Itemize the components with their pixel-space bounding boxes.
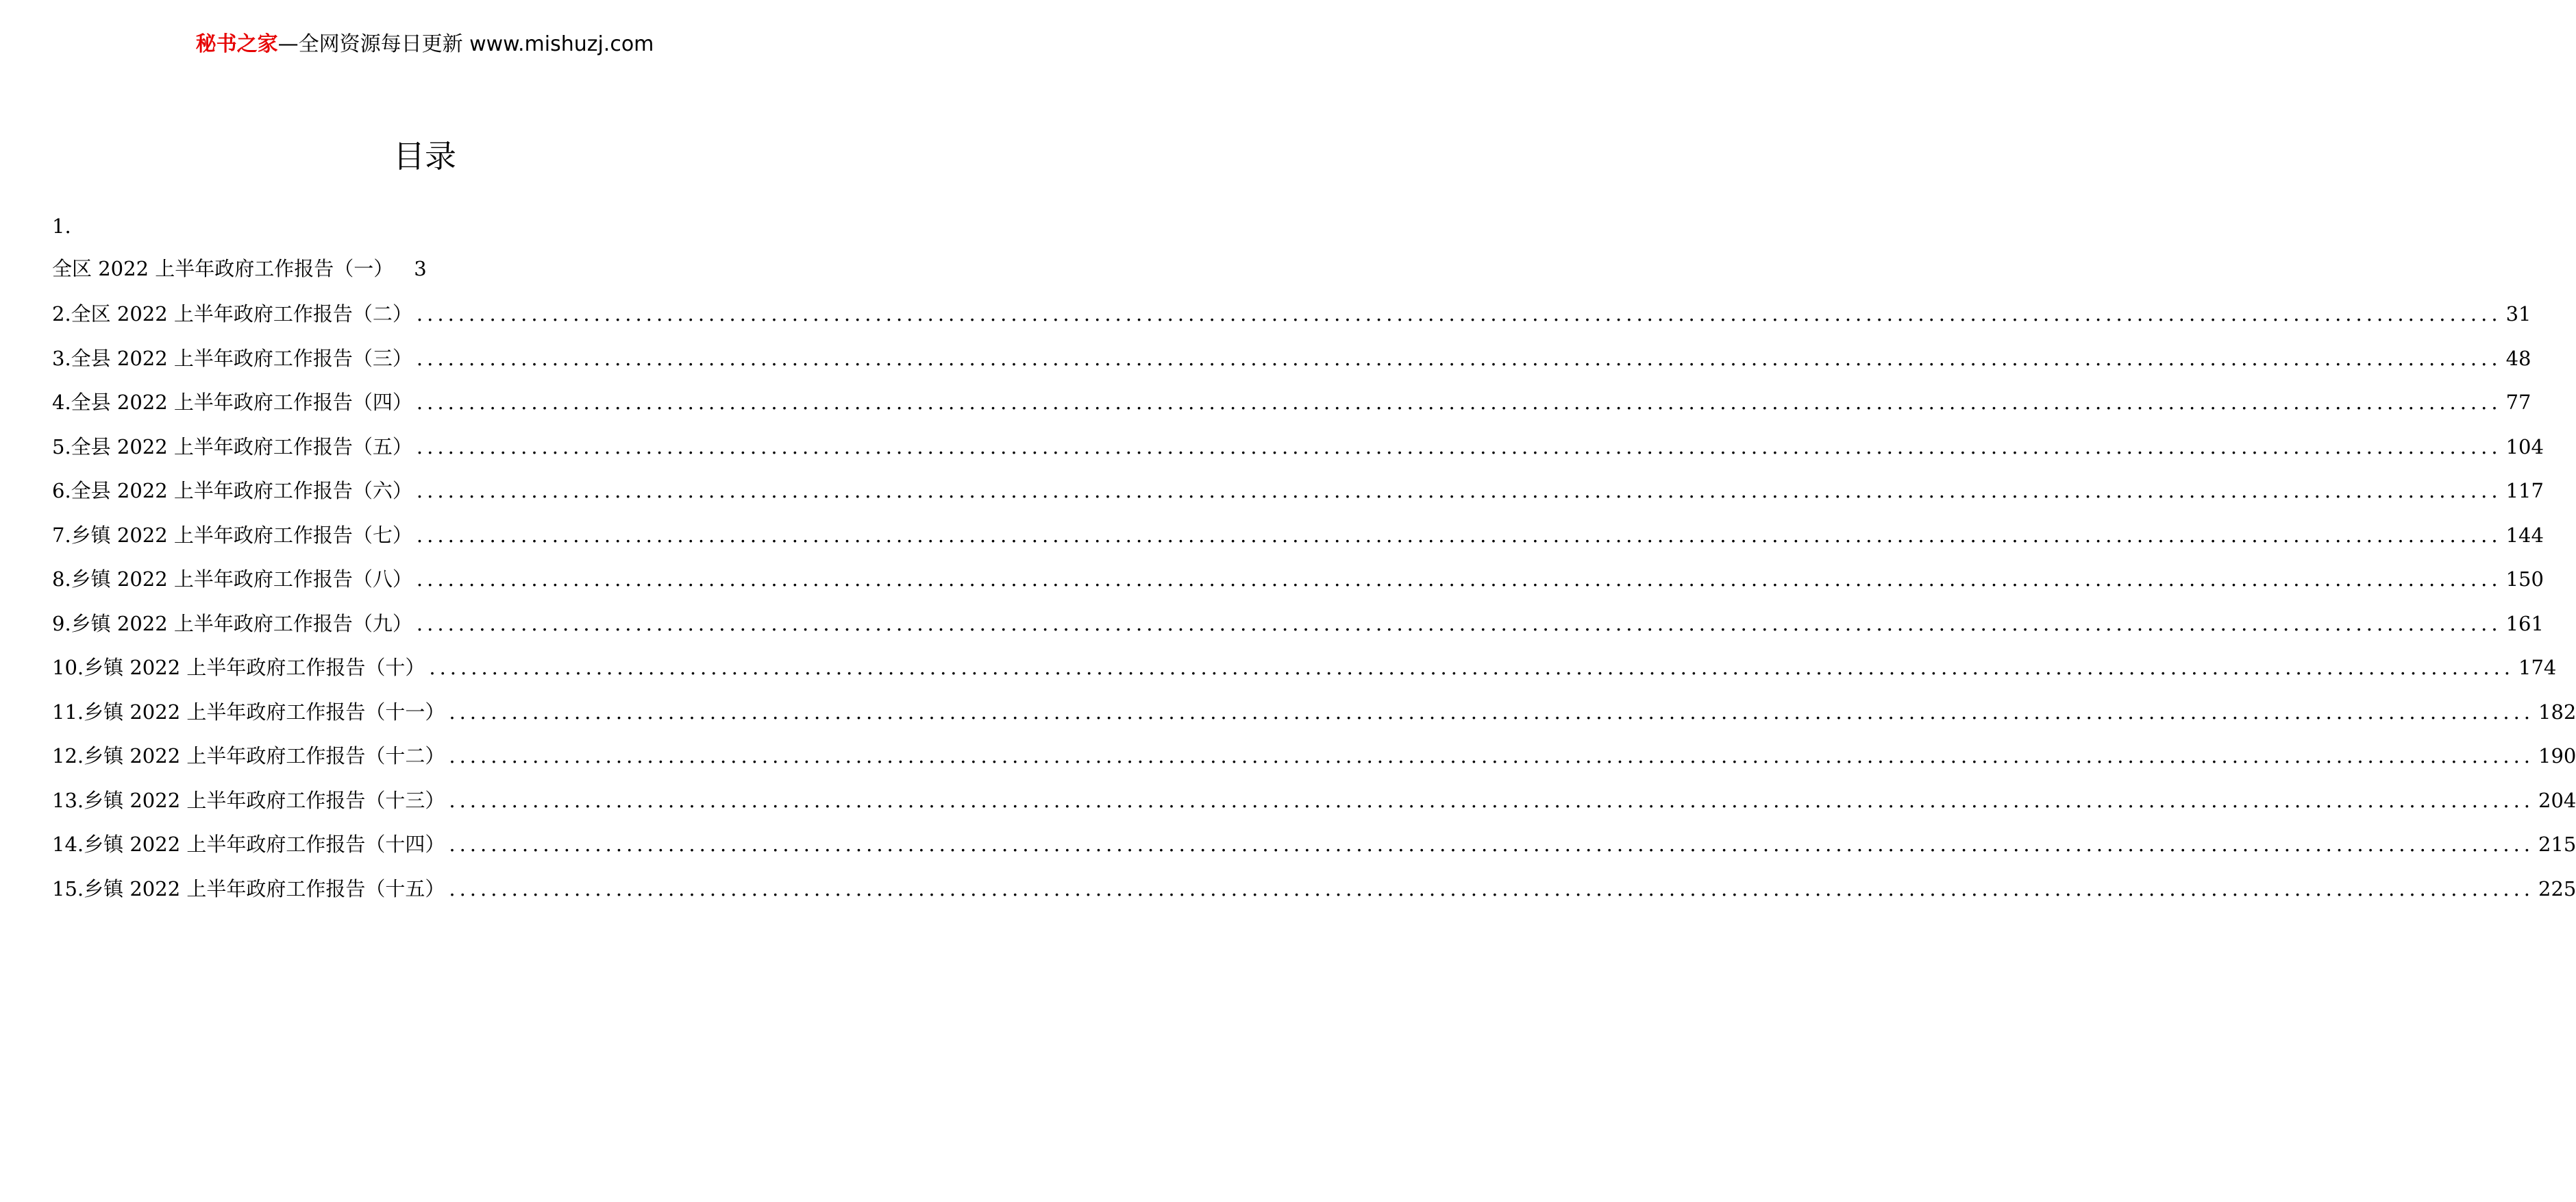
toc-leader-dots: ........................................................................................................................................................................................................	[449, 700, 2535, 724]
page-header	[0, 30, 850, 59]
toc-item-page: 182	[2538, 700, 2576, 724]
toc-leader-dots: ........................................................................................................................................................................................................	[449, 788, 2535, 812]
toc-item-12[interactable]	[52, 741, 2576, 771]
toc-item-page: 104	[2505, 434, 2544, 458]
toc-item-page: 48	[2505, 346, 2531, 370]
toc-item-page: 215	[2538, 833, 2576, 856]
toc-item-page: 77	[2505, 391, 2531, 414]
header-tagline: —全网资源每日更新 www.mishuzj.com	[277, 32, 654, 56]
toc-item-label: 5.全县 2022 上半年政府工作报告（五）	[52, 434, 412, 458]
toc-item-6[interactable]	[52, 476, 2544, 506]
toc-item-1[interactable]	[52, 254, 799, 284]
toc-leader-dots: ........................................................................................................................................................................................................	[449, 744, 2535, 768]
toc-item-label: 6.全县 2022 上半年政府工作报告（六）	[52, 479, 412, 502]
toc-leader-dots: ........................................................................................................................................................................................................	[416, 479, 2502, 502]
toc-item-label: 14.乡镇 2022 上半年政府工作报告（十四）	[52, 833, 445, 856]
toc-item-page: 3	[414, 257, 427, 280]
toc-item-page: 174	[2518, 656, 2557, 679]
toc-item-page: 31	[2505, 302, 2531, 326]
toc-item-page: 144	[2505, 523, 2544, 547]
toc-item-5[interactable]	[52, 432, 2544, 462]
toc-item-label: 7.乡镇 2022 上半年政府工作报告（七）	[52, 523, 412, 547]
toc-item-14[interactable]	[52, 829, 2576, 859]
toc-leader-dots: ........................................................................................................................................................................................................	[449, 833, 2535, 856]
toc-item-number: 1.	[52, 214, 71, 238]
toc-item-page: 161	[2505, 611, 2544, 635]
toc-item-3[interactable]	[52, 343, 2531, 373]
toc-item-page: 190	[2538, 744, 2576, 768]
toc-item-page: 225	[2538, 876, 2576, 900]
page-title: 目录	[393, 138, 456, 175]
toc-item-label: 9.乡镇 2022 上半年政府工作报告（九）	[52, 611, 412, 635]
toc-item-label: 全区 2022 上半年政府工作报告（一）	[52, 257, 394, 280]
toc-item-15[interactable]	[52, 874, 2576, 904]
toc-item-1-number	[52, 211, 799, 241]
toc-item-label: 8.乡镇 2022 上半年政府工作报告（八）	[52, 567, 412, 591]
toc-item-label: 15.乡镇 2022 上半年政府工作报告（十五）	[52, 876, 445, 900]
toc-item-7[interactable]	[52, 520, 2544, 550]
toc-item-2[interactable]	[52, 299, 2531, 329]
toc-leader-dots: ........................................................................................................................................................................................................	[416, 391, 2502, 414]
toc-leader-dots: ........................................................................................................................................................................................................	[416, 346, 2502, 370]
toc-item-page: 117	[2505, 479, 2544, 502]
brand-name: 秘书之家	[195, 32, 278, 56]
toc-leader-dots: ........................................................................................................................................................................................................	[429, 656, 2515, 679]
toc-item-label: 10.乡镇 2022 上半年政府工作报告（十）	[52, 656, 425, 679]
toc-item-label: 11.乡镇 2022 上半年政府工作报告（十一）	[52, 700, 445, 724]
toc-item-page: 204	[2538, 788, 2576, 812]
toc-item-label: 4.全县 2022 上半年政府工作报告（四）	[52, 391, 412, 414]
toc-leader-dots: ........................................................................................................................................................................................................	[449, 876, 2535, 900]
toc-item-label: 2.全区 2022 上半年政府工作报告（二）	[52, 302, 412, 326]
toc-item-page: 150	[2505, 567, 2544, 591]
toc-item-13[interactable]	[52, 785, 2576, 815]
toc-item-11[interactable]	[52, 697, 2576, 727]
toc-leader-dots: ........................................................................................................................................................................................................	[416, 611, 2502, 635]
toc-item-label: 13.乡镇 2022 上半年政府工作报告（十三）	[52, 788, 445, 812]
toc-leader-dots: ........................................................................................................................................................................................................	[416, 523, 2502, 547]
toc-item-4[interactable]	[52, 387, 2531, 417]
toc-leader-dots: ........................................................................................................................................................................................................	[416, 567, 2502, 591]
toc-leader-dots: ........................................................................................................................................................................................................	[416, 302, 2502, 326]
toc-item-label: 3.全县 2022 上半年政府工作报告（三）	[52, 346, 412, 370]
toc-item-label: 12.乡镇 2022 上半年政府工作报告（十二）	[52, 744, 445, 768]
toc-item-9[interactable]	[52, 609, 2544, 639]
toc-leader-dots: ........................................................................................................................................................................................................	[416, 434, 2502, 458]
toc-item-10[interactable]	[52, 652, 2557, 683]
toc-item-8[interactable]	[52, 564, 2544, 594]
